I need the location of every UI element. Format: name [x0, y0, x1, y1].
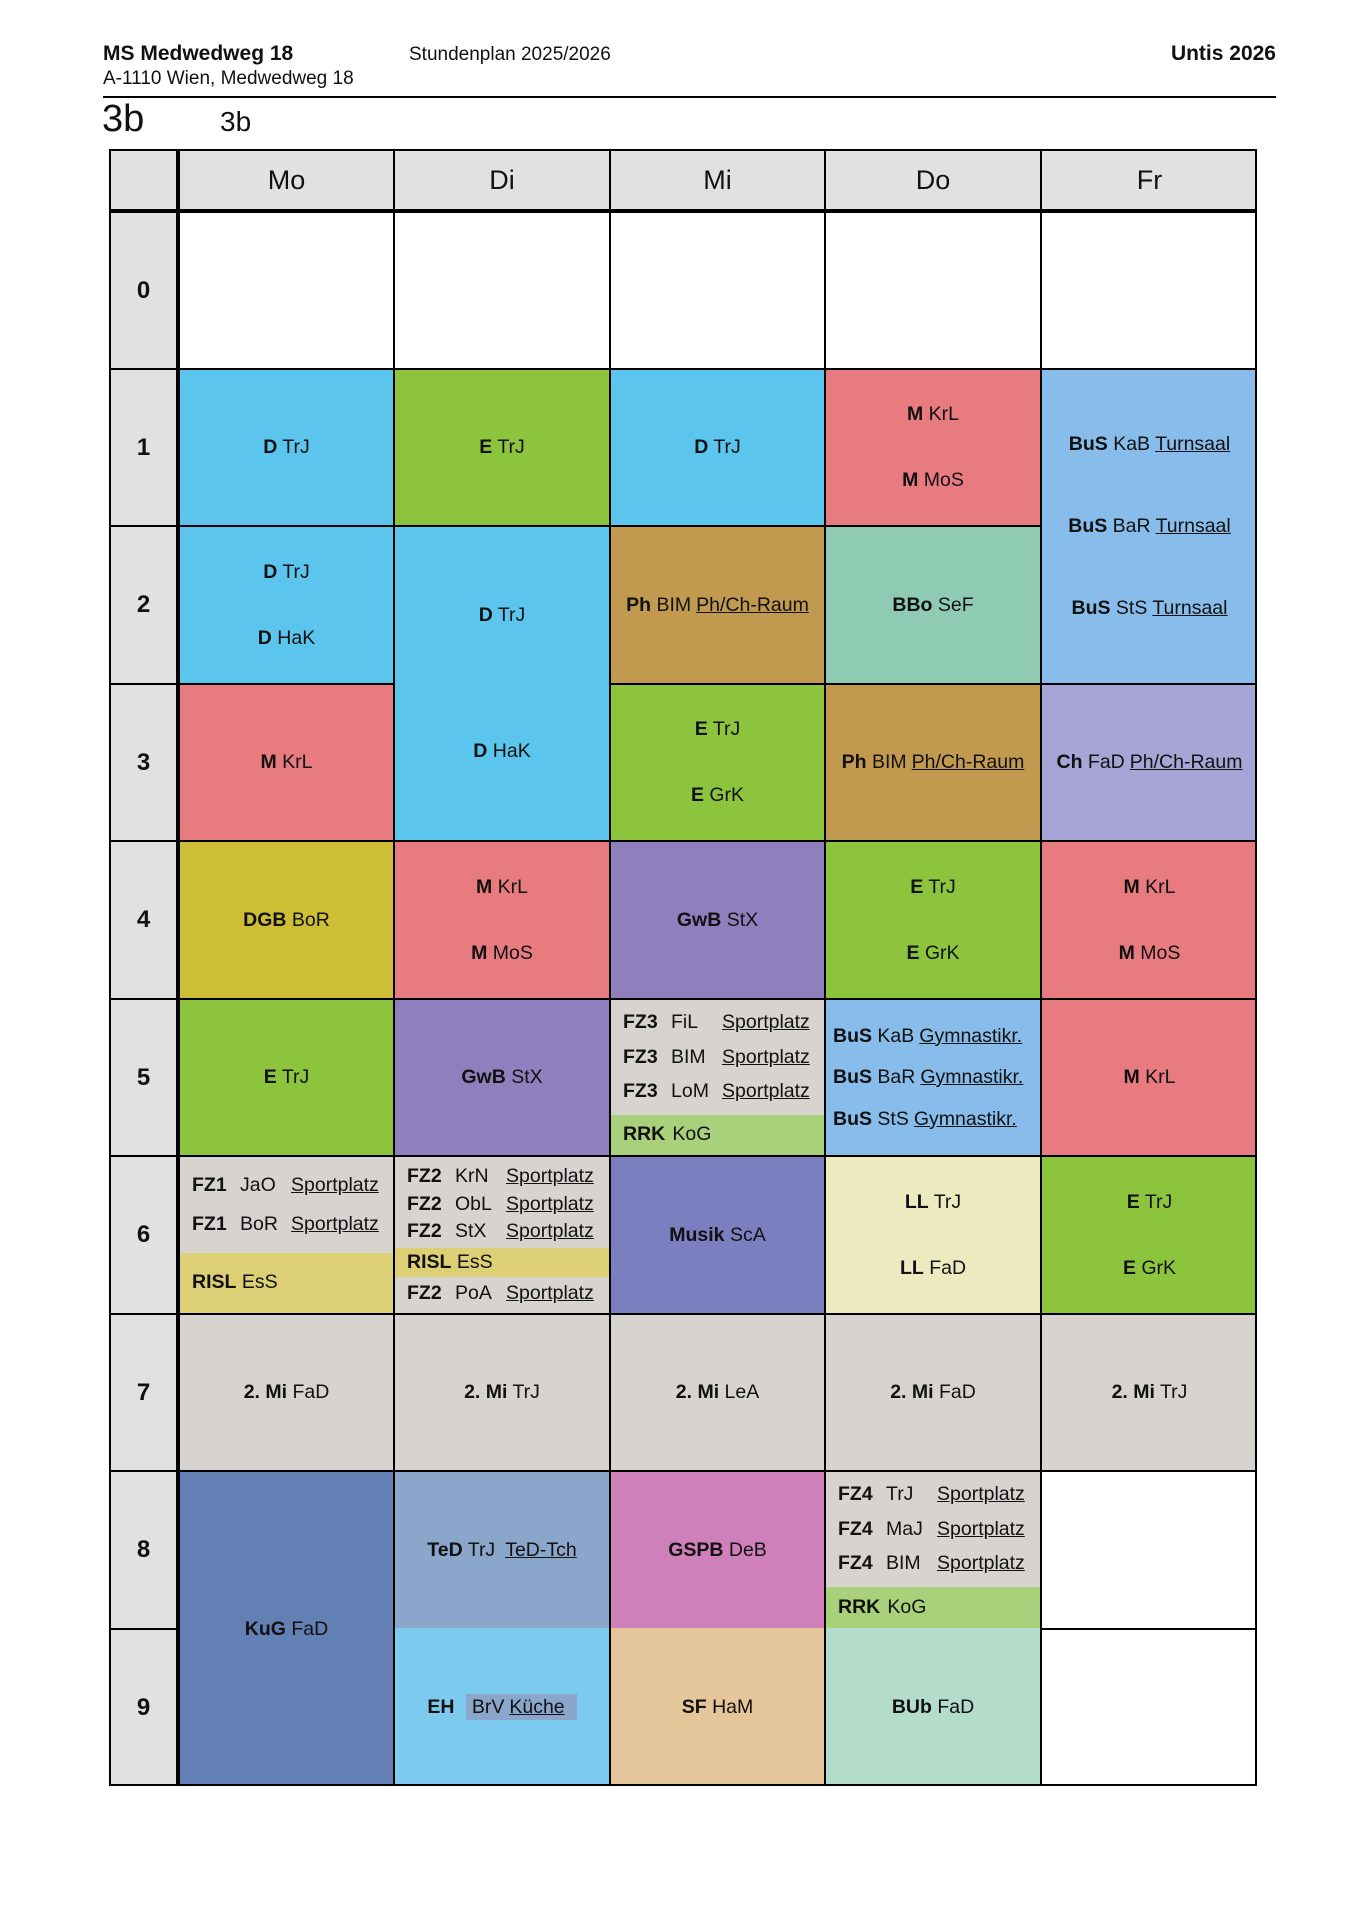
lesson-block-mi-7[interactable] — [609, 1313, 824, 1470]
lesson-entry: FZ2 ObL Sportplatz — [407, 1192, 594, 1215]
day-header-di: Di — [393, 149, 609, 211]
lesson-entry: D TrJ — [478, 603, 526, 626]
lesson-entry: FZ4 MaJ Sportplatz — [838, 1517, 1025, 1540]
period-header-0: 0 — [109, 211, 178, 368]
lesson-group — [611, 1000, 824, 1115]
period-header-9: 9 — [109, 1628, 178, 1786]
lesson-block-do-7[interactable] — [824, 1313, 1040, 1470]
lesson-entry: D TrJ — [263, 560, 310, 583]
lesson-block-mo-5[interactable] — [178, 998, 393, 1155]
lesson-entry: 2. Mi FaD — [243, 1381, 330, 1403]
lesson-block-fr-4[interactable] — [1040, 840, 1257, 998]
lesson-block-mi-2[interactable] — [609, 525, 824, 683]
grid-divider — [109, 209, 1257, 213]
school-name: MS Medwedweg 18 — [103, 42, 294, 65]
lesson-block-do-1[interactable] — [824, 368, 1040, 525]
lesson-band-rrk — [611, 1115, 824, 1155]
lesson-entry: BBo SeF — [892, 593, 974, 616]
lesson-block-mi-6[interactable] — [609, 1155, 824, 1313]
lesson-band-rrk — [826, 1587, 1040, 1628]
lesson-block-di-8[interactable] — [393, 1470, 609, 1628]
empty-cell — [609, 211, 824, 368]
empty-cell — [1040, 1470, 1257, 1628]
lesson-group — [180, 1157, 393, 1253]
lesson-block-mo-1[interactable] — [178, 368, 393, 525]
plan-title: Stundenplan 2025/2026 — [409, 44, 611, 65]
lesson-entry: M KrL — [1123, 1066, 1176, 1088]
day-header-mo: Mo — [178, 149, 393, 211]
lesson-block-mi-1[interactable] — [609, 368, 824, 525]
empty-cell — [1040, 211, 1257, 368]
lesson-entry: D HaK — [257, 626, 316, 649]
lesson-block-di-5[interactable] — [393, 998, 609, 1155]
lesson-entry: RRK KoG — [623, 1123, 712, 1146]
lesson-block-fr-6[interactable] — [1040, 1155, 1257, 1313]
lesson-block-mo-6[interactable] — [178, 1155, 393, 1313]
lesson-block-mi-4[interactable] — [609, 840, 824, 998]
lesson-block-di-4[interactable] — [393, 840, 609, 998]
grid-divider — [176, 149, 180, 1786]
lesson-entry: RISL EsS — [395, 1248, 609, 1277]
lesson-entry: E TrJ — [1126, 1190, 1173, 1213]
lesson-entry: 2. Mi LeA — [675, 1381, 760, 1403]
lesson-entry: 2. Mi TrJ — [464, 1381, 540, 1403]
lesson-block-do-9[interactable] — [824, 1628, 1040, 1786]
lesson-block-do-4[interactable] — [824, 840, 1040, 998]
lesson-entry: BuS StS Turnsaal — [1071, 596, 1228, 619]
lesson-entry: M MoS — [1118, 941, 1181, 964]
empty-cell — [1040, 1628, 1257, 1786]
lesson-block-mi-3[interactable] — [609, 683, 824, 840]
lesson-entry: D HaK — [473, 740, 531, 763]
day-header-do: Do — [824, 149, 1040, 211]
lesson-entry: FZ2 PoA Sportplatz — [407, 1282, 594, 1305]
lesson-entry: BuS KaB Gymnastikr. — [833, 1024, 1023, 1047]
lesson-block-mi-9[interactable] — [609, 1628, 824, 1786]
lesson-block-mo-4[interactable] — [178, 840, 393, 998]
empty-cell — [393, 211, 609, 368]
lesson-block-di-6[interactable] — [393, 1155, 609, 1313]
period-header-5: 5 — [109, 998, 178, 1155]
lesson-entry: Ch FaD Ph/Ch-Raum — [1056, 751, 1243, 773]
lesson-entry: RRK KoG — [838, 1595, 927, 1618]
lesson-entry: RISL EsS — [192, 1271, 278, 1294]
period-header-7: 7 — [109, 1313, 178, 1470]
period-header-1: 1 — [109, 368, 178, 525]
lesson-entry: M KrL — [475, 875, 529, 898]
lesson-entry: Ph BIM Ph/Ch-Raum — [841, 751, 1025, 773]
lesson-group — [826, 1472, 1040, 1587]
lesson-entry: FZ3 FiL Sportplatz — [623, 1011, 810, 1034]
lesson-entry: FZ4 BIM Sportplatz — [838, 1552, 1025, 1575]
lesson-entry: Musik ScA — [669, 1223, 766, 1246]
lesson-block-di-1[interactable] — [393, 368, 609, 525]
period-header-8: 8 — [109, 1470, 178, 1628]
lesson-entry: SF HaM — [681, 1695, 754, 1718]
lesson-entry: GSPB DeB — [668, 1538, 767, 1561]
lesson-entry: M KrL — [906, 403, 960, 426]
lesson-block-di-9[interactable] — [393, 1628, 609, 1786]
lesson-entry: BUb FaD — [891, 1695, 975, 1718]
software-label: Untis 2026 — [1170, 42, 1276, 65]
lesson-entry: LL FaD — [899, 1256, 967, 1279]
lesson-entry: EH BrV Küche — [427, 1696, 576, 1719]
lesson-entry: D TrJ — [694, 436, 741, 458]
lesson-band-risl — [180, 1253, 393, 1313]
period-header-3: 3 — [109, 683, 178, 840]
lesson-entry: E GrK — [690, 783, 745, 806]
lesson-entry: GwB StX — [461, 1066, 543, 1088]
lesson-entry: E GrK — [1122, 1256, 1177, 1279]
lesson-entry: 2. Mi FaD — [890, 1381, 976, 1403]
lesson-block-mo-3[interactable] — [178, 683, 393, 840]
lesson-entry: E TrJ — [694, 718, 741, 741]
lesson-block-di-7[interactable] — [393, 1313, 609, 1470]
lesson-block-do-8[interactable] — [824, 1470, 1040, 1628]
lesson-entry: BuS StS Gymnastikr. — [833, 1107, 1017, 1130]
lesson-block-mi-8[interactable] — [609, 1470, 824, 1628]
lesson-block-mi-5[interactable] — [609, 998, 824, 1155]
lesson-entry: KuG FaD — [244, 1617, 329, 1640]
lesson-block-do-5[interactable] — [824, 998, 1040, 1155]
lesson-entry: BuS KaB Turnsaal — [1068, 433, 1231, 456]
lesson-block-fr-3[interactable] — [1040, 683, 1257, 840]
class-code: 3b — [102, 98, 145, 140]
period-header-6: 6 — [109, 1155, 178, 1313]
corner-cell — [109, 149, 178, 211]
lesson-block-di-2-3[interactable] — [393, 525, 609, 840]
lesson-entry: FZ1 JaO Sportplatz — [192, 1173, 379, 1196]
lesson-entry: BuS BaR Turnsaal — [1068, 514, 1231, 537]
lesson-entry: FZ3 BIM Sportplatz — [623, 1045, 810, 1068]
lesson-entry: M KrL — [1123, 875, 1176, 898]
lesson-entry: E TrJ — [263, 1066, 310, 1088]
page-header — [103, 40, 1276, 98]
lesson-block-mo-2[interactable] — [178, 525, 393, 683]
lesson-block-do-2[interactable] — [824, 525, 1040, 683]
day-header-mi: Mi — [609, 149, 824, 211]
lesson-entry: M KrL — [260, 751, 313, 773]
day-header-fr: Fr — [1040, 149, 1257, 211]
lesson-entry: E GrK — [906, 941, 960, 964]
lesson-entry: GwB StX — [676, 908, 759, 931]
lesson-entry: TeD TrJ TeD-Tch — [427, 1538, 577, 1561]
lesson-block-mo-8-9[interactable] — [178, 1470, 393, 1786]
lesson-block-do-6[interactable] — [824, 1155, 1040, 1313]
lesson-entry: FZ4 TrJ Sportplatz — [838, 1483, 1025, 1506]
empty-cell — [824, 211, 1040, 368]
lesson-entry: M MoS — [471, 941, 533, 964]
period-header-2: 2 — [109, 525, 178, 683]
lesson-entry: Ph BIM Ph/Ch-Raum — [626, 593, 809, 616]
lesson-entry: 2. Mi TrJ — [1111, 1381, 1188, 1403]
lesson-entry: DGB BoR — [243, 908, 330, 931]
lesson-entry: D TrJ — [263, 436, 310, 458]
lesson-block-fr-5[interactable] — [1040, 998, 1257, 1155]
lesson-block-fr-7[interactable] — [1040, 1313, 1257, 1470]
lesson-entry: FZ2 StX Sportplatz — [407, 1220, 594, 1243]
period-header-4: 4 — [109, 840, 178, 998]
lesson-entry: E TrJ — [910, 875, 956, 898]
empty-cell — [178, 211, 393, 368]
timetable-grid — [109, 149, 1257, 1786]
lesson-entry: FZ1 BoR Sportplatz — [192, 1213, 379, 1236]
lesson-entry: LL TrJ — [904, 1190, 962, 1213]
lesson-entry: FZ2 KrN Sportplatz — [407, 1164, 594, 1187]
lesson-entry: M MoS — [902, 468, 964, 491]
lesson-entry: BuS BaR Gymnastikr. — [833, 1066, 1024, 1088]
lesson-entry: E TrJ — [479, 436, 525, 458]
class-name: 3b — [220, 106, 252, 137]
lesson-entry: FZ3 LoM Sportplatz — [623, 1080, 810, 1103]
lesson-block-mo-7[interactable] — [178, 1313, 393, 1470]
lesson-block-do-3[interactable] — [824, 683, 1040, 840]
lesson-block-fr-1-2[interactable] — [1040, 368, 1257, 683]
school-address: A-1110 Wien, Medwedweg 18 — [103, 68, 354, 89]
